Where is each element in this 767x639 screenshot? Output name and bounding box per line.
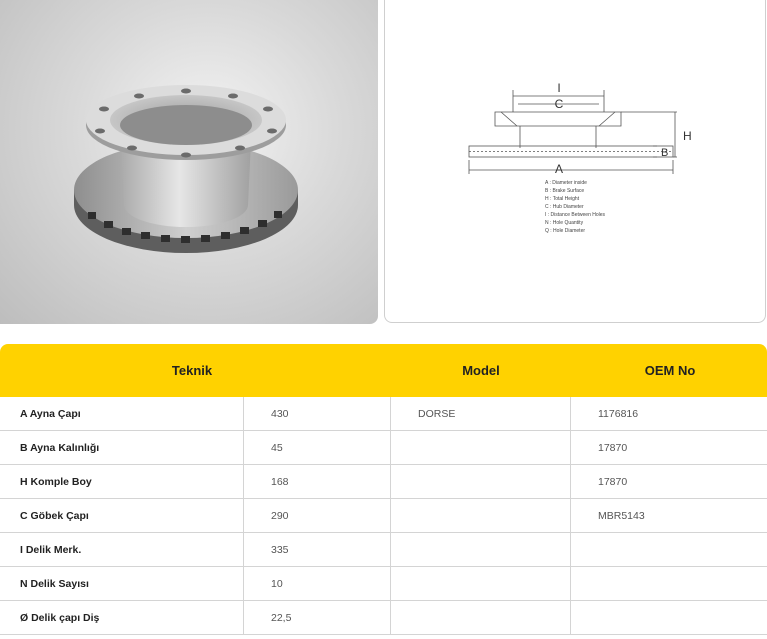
table-row	[0, 567, 767, 601]
legend-item: C : Hub Diameter	[545, 204, 584, 210]
legend-item: B : Brake Surface	[545, 188, 585, 194]
spec-value: 22,5	[271, 612, 292, 624]
table-row	[0, 533, 767, 567]
spec-value: 45	[271, 442, 283, 454]
table-row	[0, 465, 767, 499]
dim-a-label: A	[554, 162, 564, 176]
legend-item: H : Total Height	[545, 196, 580, 202]
oem-value: MBR5143	[598, 510, 645, 522]
table-header	[0, 344, 767, 397]
brake-disc-drawing	[385, 0, 767, 323]
dim-h-label: H	[683, 129, 692, 143]
brake-disc-image	[0, 0, 378, 324]
header-oem: OEM No	[644, 363, 696, 378]
spec-value: 290	[271, 510, 289, 522]
legend-item: Q : Hole Diameter	[545, 228, 586, 234]
table-row	[0, 397, 767, 431]
spec-table	[0, 344, 767, 635]
dim-i-label: I	[557, 81, 561, 95]
oem-value: 17870	[598, 476, 628, 488]
product-photo	[0, 0, 378, 324]
dim-b-label: B	[661, 147, 669, 159]
spec-value: 10	[271, 578, 283, 590]
spec-value: 430	[271, 408, 289, 420]
spec-label: N Delik Sayısı	[20, 578, 89, 590]
legend-item: I : Distance Between Holes	[545, 212, 606, 218]
spec-label: C Göbek Çapı	[20, 510, 89, 522]
table-row	[0, 431, 767, 465]
header-model: Model	[462, 363, 500, 378]
technical-diagram	[384, 0, 766, 323]
spec-label: H Komple Boy	[20, 476, 92, 488]
spec-value: 335	[271, 544, 289, 556]
header-teknik: Teknik	[171, 363, 213, 378]
spec-label: B Ayna Kalınlığı	[20, 442, 100, 454]
oem-value: 1176816	[598, 408, 639, 420]
legend-item: A : Diameter inside	[545, 180, 587, 186]
table-row	[0, 499, 767, 533]
spec-label: I Delik Merk.	[20, 544, 82, 556]
oem-value: 17870	[598, 442, 628, 454]
legend-item: N : Hole Quantity	[545, 220, 584, 226]
table-row	[0, 601, 767, 635]
model-value: DORSE	[418, 408, 456, 420]
diagram-legend	[545, 180, 606, 234]
spec-label: Ø Delik çapı Diş	[20, 612, 100, 624]
dim-c-label: C	[554, 97, 564, 111]
spec-value: 168	[271, 476, 289, 488]
spec-label: A Ayna Çapı	[20, 408, 81, 420]
